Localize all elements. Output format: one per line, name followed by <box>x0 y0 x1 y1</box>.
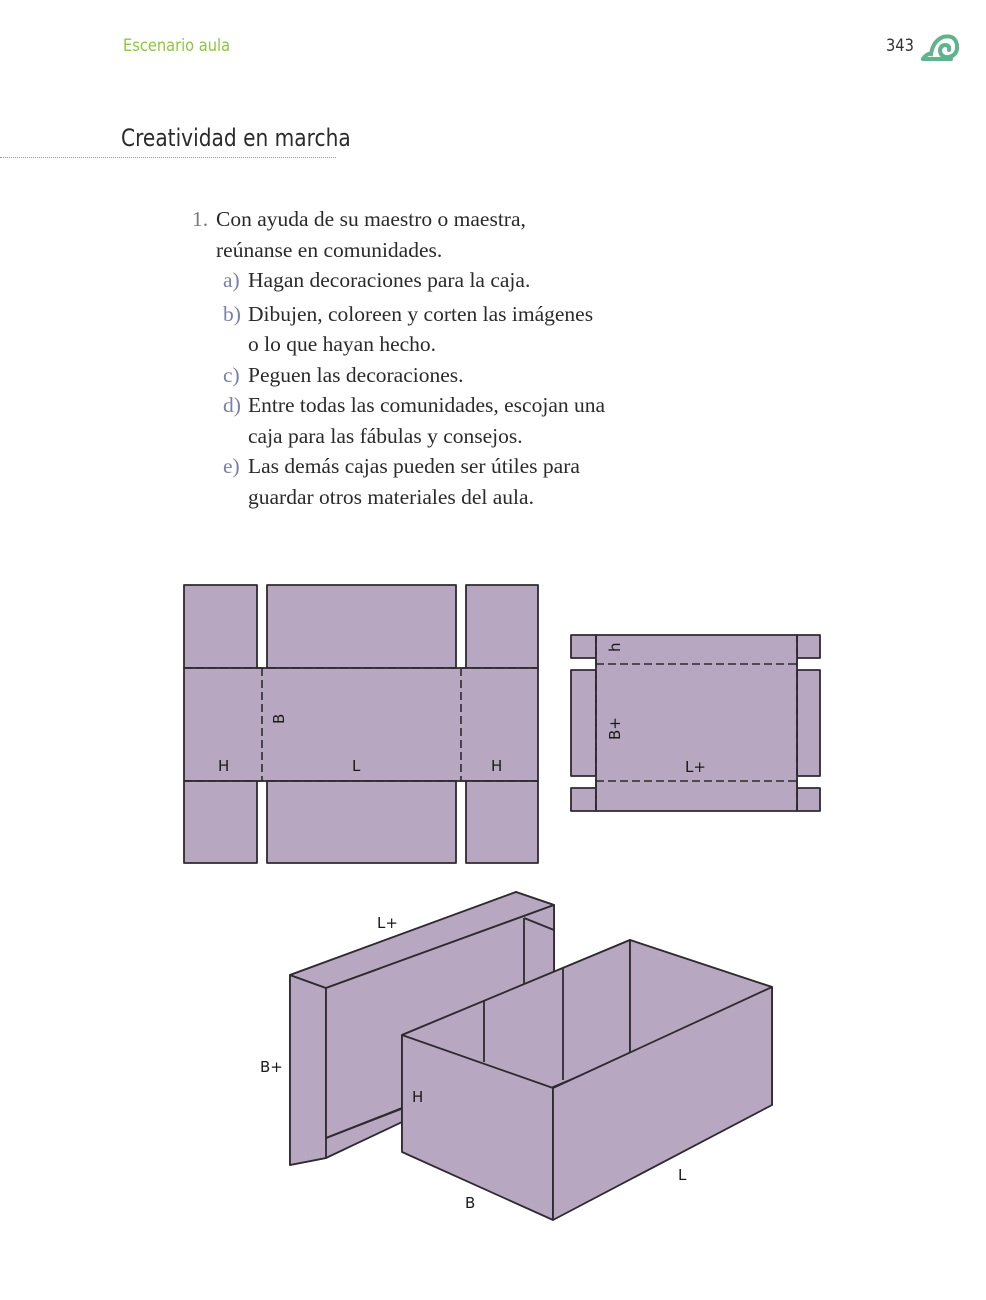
lid-net-label-b-plus: B+ <box>606 717 624 740</box>
step-text: Dibujen, coloreen y corten las imágenes <box>248 301 594 326</box>
step-letter: c) <box>223 362 240 387</box>
step-letter: d) <box>223 393 241 417</box>
box-net-label-l: L <box>352 757 361 775</box>
step-letter: a) <box>223 268 240 292</box>
box-net-label-h-right: H <box>491 757 503 775</box>
step-letter: e) <box>223 454 240 478</box>
section-title: Creatividad en marcha <box>121 124 351 152</box>
assembled-label-l-plus: L+ <box>377 914 398 932</box>
assembled-label-b: B <box>465 1194 476 1212</box>
assembled-label-h: H <box>412 1088 424 1106</box>
running-header-section: Escenario aula <box>123 36 231 56</box>
box-net-label-h-left: H <box>218 757 230 775</box>
activity-number: 1. <box>192 207 209 231</box>
box-net-label-b: B <box>270 713 288 724</box>
lid-net-label-l-plus: L+ <box>685 758 706 776</box>
activity-intro-line: Con ayuda de su maestro o maestra, <box>216 207 526 231</box>
lid-net-label-h: h <box>606 642 624 652</box>
step-text: guardar otros materiales del aula. <box>248 484 534 509</box>
step-text: Las demás cajas pueden ser útiles para <box>248 454 580 478</box>
activity-intro-line: reúnanse en comunidades. <box>216 237 443 262</box>
assembled-label-l: L <box>678 1166 687 1184</box>
step-text: Hagan decoraciones para la caja. <box>248 268 531 292</box>
step-text: caja para las fábulas y consejos. <box>248 423 523 448</box>
step-letter: b) <box>223 301 241 326</box>
assembled-label-b-plus: B+ <box>260 1058 283 1076</box>
page-number: 343 <box>886 36 914 56</box>
step-text: Peguen las decoraciones. <box>248 362 464 387</box>
step-text: o lo que hayan hecho. <box>248 332 437 356</box>
box-net <box>184 585 538 863</box>
step-text: Entre todas las comunidades, escojan una <box>248 393 606 417</box>
